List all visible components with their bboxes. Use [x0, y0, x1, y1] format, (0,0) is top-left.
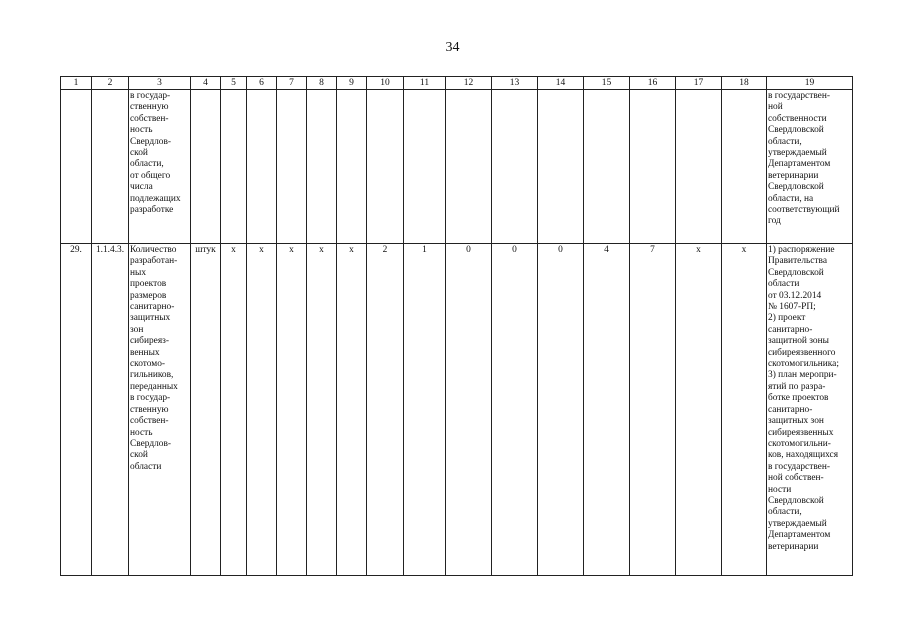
- table-cell: 7: [630, 244, 676, 576]
- header-cell: 6: [247, 77, 277, 90]
- table-cell: 0: [446, 244, 492, 576]
- indicator-name: Количество разработан- ных проектов размеров санитарно- защитных зон сибиреяз- венных скотомо- гильников, переданных в государ- ственную собствен- ность Свердлов- ской области: [129, 244, 191, 576]
- header-cell: 7: [277, 77, 307, 90]
- table-cell: в государствен- ной собственности Свердловской области, утверждаемый Департаментом ветеринарии Свердловской области, на соответствующий год: [767, 90, 853, 244]
- page-number: 34: [445, 40, 460, 55]
- table-cell: х: [277, 244, 307, 576]
- table-cell: [630, 90, 676, 244]
- table-cell: [584, 90, 630, 244]
- header-cell: 15: [584, 77, 630, 90]
- header-cell: 16: [630, 77, 676, 90]
- table-cell: [92, 90, 129, 244]
- header-cell: 19: [767, 77, 853, 90]
- header-cell: 10: [367, 77, 404, 90]
- header-cell: 4: [191, 77, 221, 90]
- header-cell: 3: [129, 77, 191, 90]
- header-cell: 9: [337, 77, 367, 90]
- header-cell: 2: [92, 77, 129, 90]
- table-cell: 1: [404, 244, 446, 576]
- table-cell: х: [722, 244, 767, 576]
- table-cell: [277, 90, 307, 244]
- table-cell: [492, 90, 538, 244]
- table-cell: [538, 90, 584, 244]
- row-number: 29.: [61, 244, 92, 576]
- table-cell: х: [337, 244, 367, 576]
- table-cell: [404, 90, 446, 244]
- table-cell: [221, 90, 247, 244]
- table-cell: в государ- ственную собствен- ность Свердлов- ской области, от общего числа подлежащих разработке: [129, 90, 191, 244]
- table-cell: 2: [367, 244, 404, 576]
- header-cell: 8: [307, 77, 337, 90]
- header-cell: 17: [676, 77, 722, 90]
- table-cell: [307, 90, 337, 244]
- table-cell: [337, 90, 367, 244]
- table-cell: 4: [584, 244, 630, 576]
- header-cell: 13: [492, 77, 538, 90]
- data-table: [60, 76, 853, 576]
- table-cell: [61, 90, 92, 244]
- table-cell: х: [247, 244, 277, 576]
- table-cell: 0: [538, 244, 584, 576]
- item-code: 1.1.4.3.: [92, 244, 129, 576]
- table-cell: [247, 90, 277, 244]
- header-cell: 5: [221, 77, 247, 90]
- table-cell: х: [221, 244, 247, 576]
- source-document: 1) распоряжение Правительства Свердловской области от 03.12.2014 № 1607-РП; 2) проект санитарно- защитной зоны сибиреязвенного скотомогильника; 3) план меропри- ятий по разра- ботке проектов санитарно- защитных зон сибиреязвенных скотомогильни- ков, находящихся в государствен- ной собствен- ности Свердловской области, утверждаемый Департаментом ветеринарии: [767, 244, 853, 576]
- header-cell: 1: [61, 77, 92, 90]
- header-row: [61, 77, 853, 90]
- table-cell: [676, 90, 722, 244]
- header-cell: 18: [722, 77, 767, 90]
- table-cell: [722, 90, 767, 244]
- table-cell: х: [307, 244, 337, 576]
- table-cell: [367, 90, 404, 244]
- header-cell: 12: [446, 77, 492, 90]
- unit-cell: штук: [191, 244, 221, 576]
- header-cell: 14: [538, 77, 584, 90]
- table-cell: х: [676, 244, 722, 576]
- header-cell: 11: [404, 77, 446, 90]
- table-row: [61, 244, 853, 576]
- table-row: [61, 90, 853, 244]
- table-cell: 0: [492, 244, 538, 576]
- table-cell: [446, 90, 492, 244]
- table-cell: [191, 90, 221, 244]
